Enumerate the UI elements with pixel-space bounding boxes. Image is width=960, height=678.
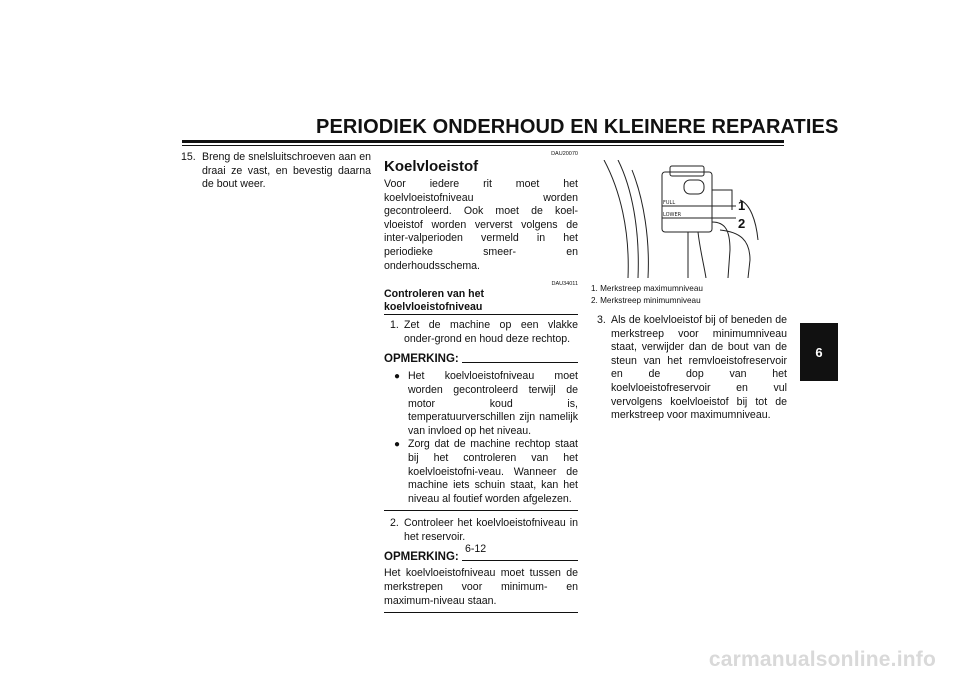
- step-3: [591, 314, 787, 423]
- reservoir-label-full: FULL: [663, 200, 676, 206]
- header-rule-thick: [182, 140, 784, 143]
- note-heading-rule: [462, 560, 578, 561]
- step-text: Als de koelvloeistof bij of beneden de merkstreep voor minimumniveau staat, verwijder dan de bout van de steun van het remvloeistofreservoir en de dop van het koelvloeistofreservoir en vul vervolgens koelvloeistof bij tot de merkstreep voor maximumniveau.: [611, 314, 787, 422]
- step-number: 2.: [390, 517, 399, 530]
- reservoir-label-lower: LOWER: [663, 212, 682, 218]
- page-header-title: PERIODIEK ONDERHOUD EN KLEINERE REPARATIES: [316, 116, 839, 138]
- note-label: OPMERKING:: [384, 353, 459, 366]
- left-column: [181, 151, 371, 192]
- note-text: Het koelvloeistofniveau moet tussen de merkstrepen voor minimum- en maximum-niveau staan.: [384, 567, 578, 607]
- page-number: 6-12: [465, 543, 487, 555]
- step-number: 1.: [390, 319, 399, 332]
- section-intro: Voor iedere rit moet het koelvloeistofniveau worden gecontroleerd. Ook moet de koel-vloeistof worden ververst volgens de inter-valperioden vermeld in het periodieke smeer- en onderhoudsschema.: [384, 178, 578, 272]
- chapter-tab: 6: [800, 323, 838, 381]
- header-rule-thin: [182, 145, 784, 146]
- note-bullet: [384, 370, 578, 438]
- callout-number-1: 1: [738, 198, 746, 213]
- note-bullet: [384, 438, 578, 506]
- step-number: 15.: [181, 151, 196, 163]
- section-title: Koelvloeistof: [384, 158, 479, 175]
- subsection-title: Controleren van het koelvloeistofniveau: [384, 288, 578, 315]
- bullet-icon: ●: [394, 439, 401, 451]
- caption-item: 1. Merkstreep maximumniveau: [591, 284, 703, 293]
- section-code: DAU20070: [551, 151, 578, 157]
- note-end-rule: [384, 612, 578, 613]
- step-text: Controleer het koelvloeistofniveau in het reservoir.: [404, 517, 578, 543]
- right-column: [591, 314, 787, 423]
- step-number: 3.: [597, 314, 606, 326]
- subsection-code: DAU34011: [551, 281, 578, 288]
- coolant-reservoir-illustration: [600, 160, 760, 278]
- step-text: Zet de machine op een vlakke onder-grond en houd deze rechtop.: [404, 319, 578, 345]
- step-2: [384, 517, 578, 544]
- note-heading: [384, 352, 578, 366]
- callout-number-2: 2: [738, 216, 746, 231]
- caption-item: 2. Merkstreep minimumniveau: [591, 295, 701, 305]
- illustration-captions: [591, 283, 791, 306]
- bullet-text: Het koelvloeistofniveau moet worden gecontroleerd terwijl de motor koud is, temperatuurverschillen zijn namelijk van invloed op het niveau.: [408, 370, 578, 437]
- step-text: Breng de snelsluitschroeven aan en draai ze vast, en bevestig daarna de bout weer.: [202, 151, 371, 191]
- watermark: carmanualsonline.info: [708, 648, 936, 671]
- bullet-icon: ●: [394, 371, 401, 383]
- step-15: [181, 151, 371, 192]
- note-heading-rule: [462, 362, 578, 363]
- step-1: [384, 319, 578, 346]
- bullet-text: Zorg dat de machine rechtop staat bij het controleren van het koelvloeistofni-veau. Wanneer de machine iets schuin staat, kan het niveau al foutief worden afgelezen.: [408, 438, 578, 505]
- note-label: OPMERKING:: [384, 551, 459, 564]
